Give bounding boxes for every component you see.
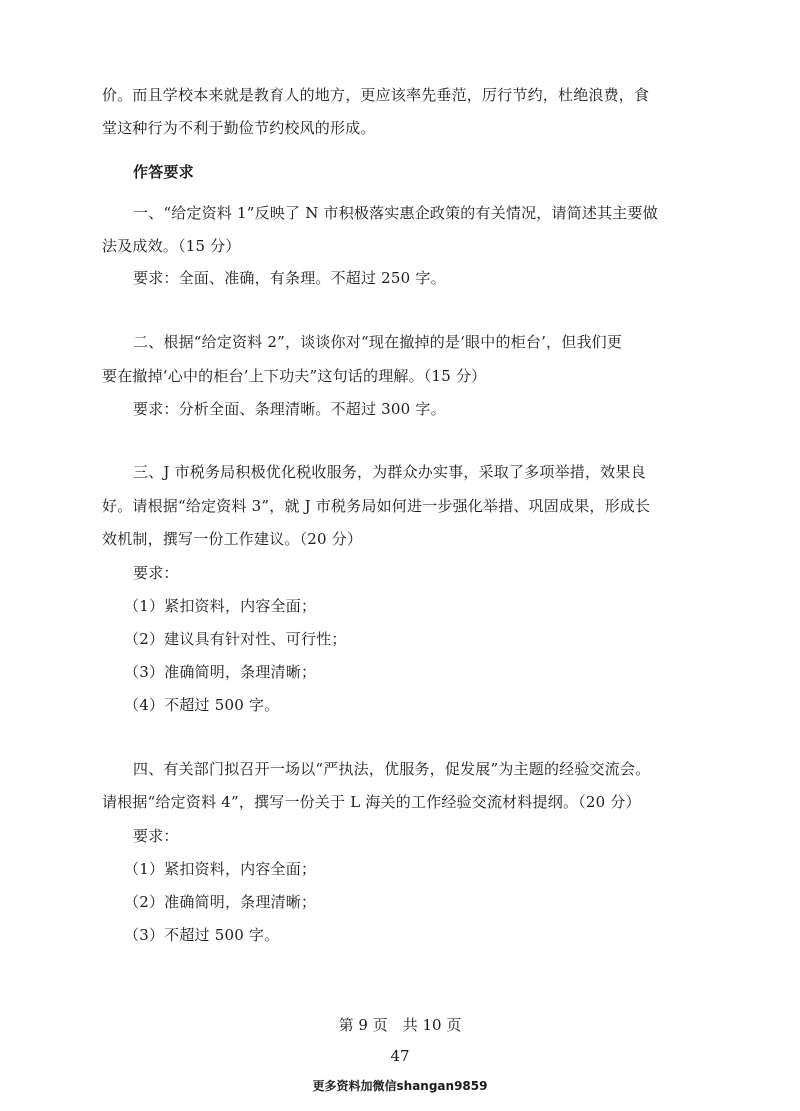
q3-line-1: 三、J 市税务局积极优化税收服务，为群众办实事，采取了多项举措，效果良: [133, 463, 646, 481]
q3-requirement-title: 要求：: [133, 564, 179, 582]
q4-line-2: 请根据“给定资料 4”，撰写一份关于 L 海关的工作经验交流材料提纲。（20 分）: [102, 793, 641, 811]
q4-requirement-item: （1）紧扣资料，内容全面；: [124, 860, 317, 878]
page-number: 47: [390, 1047, 410, 1065]
q1-line-2: 法及成效。（15 分）: [102, 237, 241, 255]
intro-line-1: 价。而且学校本来就是教育人的地方，更应该率先垂范，厉行节约，杜绝浪费，食: [102, 86, 650, 104]
q4-requirement-item: （3）不超过 500 字。: [124, 926, 280, 944]
q3-line-2: 好。请根据“给定资料 3”，就 J 市税务局如何进一步强化举措、巩固成果，形成长: [102, 497, 651, 515]
section-heading: 作答要求: [133, 163, 194, 181]
q1-requirement: 要求：全面、准确，有条理。不超过 250 字。: [133, 269, 446, 287]
q1-line-1: 一、“给定资料 1”反映了 N 市积极落实惠企政策的有关情况，请简述其主要做: [133, 204, 658, 222]
q2-line-2: 要在撤掉‘心中的柜台’上下功夫”这句话的理解。（15 分）: [102, 367, 487, 385]
q2-requirement: 要求：分析全面、条理清晰。不超过 300 字。: [133, 400, 446, 418]
page-indicator: 第 9 页 共 10 页: [338, 1016, 462, 1034]
q3-requirement-item: （1）紧扣资料，内容全面；: [124, 597, 317, 615]
intro-line-2: 堂这种行为不利于勤俭节约校风的形成。: [102, 119, 376, 137]
watermark-text: 更多资料加微信shangan9859: [312, 1079, 488, 1093]
q4-requirement-item: （2）准确简明，条理清晰；: [124, 893, 317, 911]
q3-line-3: 效机制，撰写一份工作建议。（20 分）: [102, 530, 363, 548]
q4-requirement-title: 要求：: [133, 827, 179, 845]
q3-requirement-item: （2）建议具有针对性、可行性；: [124, 630, 347, 648]
q4-line-1: 四、有关部门拟召开一场以“严执法，优服务，促发展”为主题的经验交流会。: [133, 760, 651, 778]
q3-requirement-item: （4）不超过 500 字。: [124, 696, 280, 714]
q2-line-1: 二、根据“给定资料 2”，谈谈你对“现在撤掉的是‘眼中的柜台’，但我们更: [133, 333, 623, 351]
q3-requirement-item: （3）准确简明，条理清晰；: [124, 663, 317, 681]
